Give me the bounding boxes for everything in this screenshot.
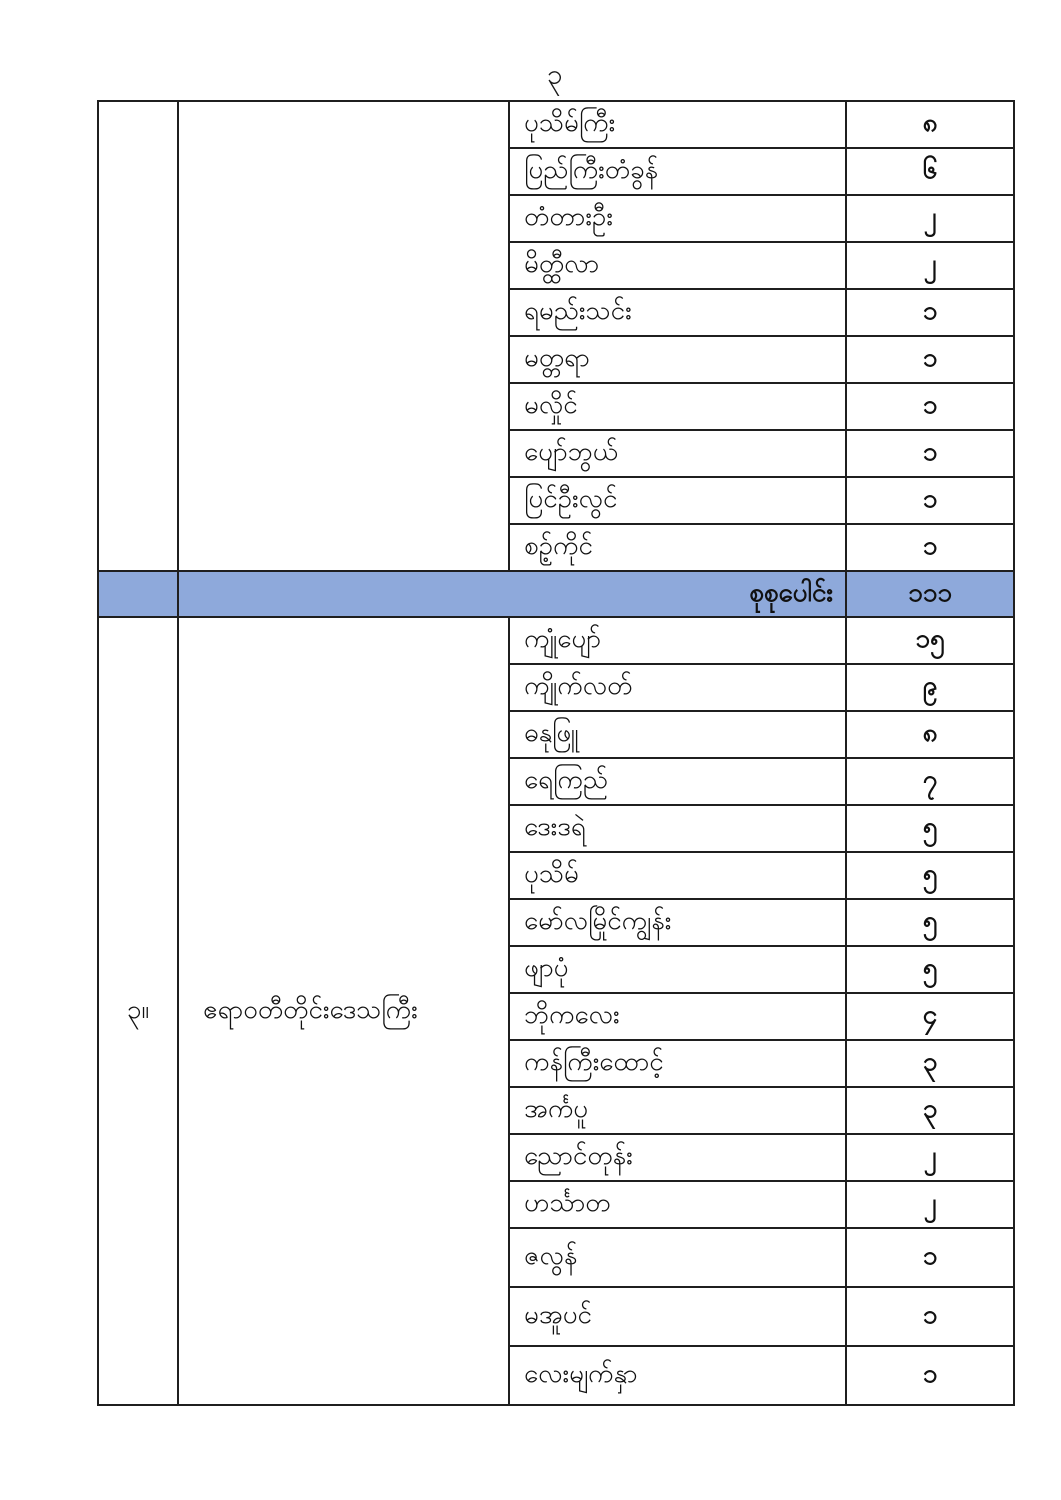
section-number-cell — [98, 101, 178, 571]
township-count: ၁ — [846, 383, 1014, 430]
township-name: ဖျာပုံ — [509, 946, 846, 993]
township-name: အင်္ကပူ — [509, 1087, 846, 1134]
township-name: ကျုံပျော် — [509, 617, 846, 664]
township-name: မတ္တရာ — [509, 336, 846, 383]
township-count: ၃ — [846, 1087, 1014, 1134]
township-name: ဒေးဒရဲ — [509, 805, 846, 852]
region-name-cell: ဧရာဝတီတိုင်းဒေသကြီး — [178, 617, 509, 1405]
township-count: ၁၅ — [846, 617, 1014, 664]
township-count: ၂ — [846, 1181, 1014, 1228]
township-name: စဉ့်ကိုင် — [509, 524, 846, 571]
township-count: ၉ — [846, 664, 1014, 711]
township-name: မအူပင် — [509, 1287, 846, 1346]
township-name: ဇလွန် — [509, 1228, 846, 1287]
township-name: တံတားဦး — [509, 195, 846, 242]
table-row — [98, 617, 1014, 664]
township-count: ၁ — [846, 430, 1014, 477]
township-name: လေးမျက်နှာ — [509, 1346, 846, 1405]
township-name: ကျိုက်လတ် — [509, 664, 846, 711]
township-count: ၂ — [846, 242, 1014, 289]
township-name: မိတ္ထီလာ — [509, 242, 846, 289]
township-name: ရေကြည် — [509, 758, 846, 805]
township-name: ရမည်းသင်း — [509, 289, 846, 336]
township-count: ၄ — [846, 993, 1014, 1040]
township-count: ၅ — [846, 852, 1014, 899]
township-name: ပြည်ကြီးတံခွန် — [509, 148, 846, 195]
township-name: ဘိုကလေး — [509, 993, 846, 1040]
township-name: ပြင်ဦးလွင် — [509, 477, 846, 524]
township-count: ၆ — [846, 148, 1014, 195]
total-row — [98, 571, 1014, 617]
township-count: ၈ — [846, 101, 1014, 148]
township-count: ၁ — [846, 1228, 1014, 1287]
section-number-cell: ၃။ — [98, 617, 178, 1405]
township-count: ၁ — [846, 1346, 1014, 1405]
township-name: ပျော်ဘွယ် — [509, 430, 846, 477]
region-name-cell — [178, 101, 509, 571]
township-count: ၁ — [846, 289, 1014, 336]
township-name: မော်လမြိုင်ကျွန်း — [509, 899, 846, 946]
township-count: ၂ — [846, 1134, 1014, 1181]
township-name: ဟင်္သာတ — [509, 1181, 846, 1228]
township-count: ၅ — [846, 805, 1014, 852]
township-count: ၇ — [846, 758, 1014, 805]
table-row — [98, 101, 1014, 148]
page-number: ၃ — [547, 59, 563, 90]
township-count: ၈ — [846, 711, 1014, 758]
township-count: ၁ — [846, 1287, 1014, 1346]
township-name: ပုသိမ် — [509, 852, 846, 899]
township-count: ၂ — [846, 195, 1014, 242]
township-name: ဓနုဖြူ — [509, 711, 846, 758]
township-name: ကန်ကြီးထောင့် — [509, 1040, 846, 1087]
township-count: ၅ — [846, 946, 1014, 993]
township-count: ၁ — [846, 477, 1014, 524]
township-count: ၅ — [846, 899, 1014, 946]
township-count: ၃ — [846, 1040, 1014, 1087]
total-value: ၁၁၁ — [846, 571, 1014, 617]
township-name: မလှိုင် — [509, 383, 846, 430]
township-count-table — [97, 100, 1015, 1406]
township-count: ၁ — [846, 336, 1014, 383]
township-name: ပုသိမ်ကြီး — [509, 101, 846, 148]
total-blank-cell — [98, 571, 178, 617]
township-name: ညောင်တုန်း — [509, 1134, 846, 1181]
township-count: ၁ — [846, 524, 1014, 571]
total-label: စုစုပေါင်း — [178, 571, 846, 617]
